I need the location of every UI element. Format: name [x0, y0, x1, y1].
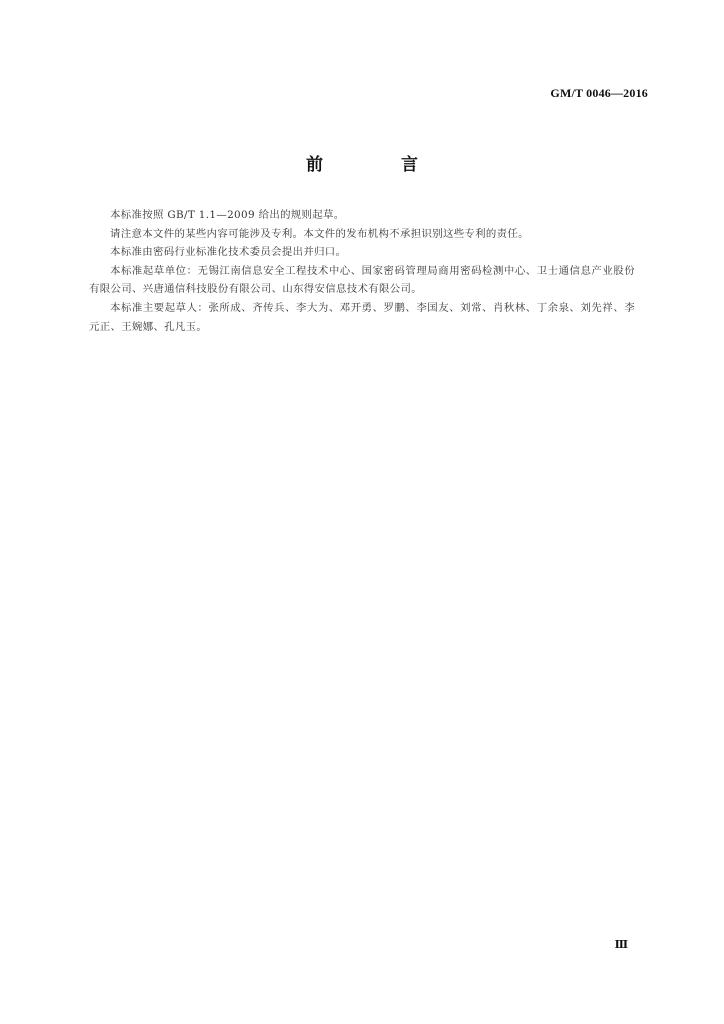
- foreword-body: [89, 206, 635, 336]
- page-title: 前 言: [306, 155, 454, 175]
- paragraph-drafting-units: 本标准起草单位：无锡江南信息安全工程技术中心、国家密码管理局商用密码检测中心、卫士通信息产业股份有限公司、兴唐通信科技股份有限公司、山东得安信息技术有限公司。: [89, 264, 635, 296]
- standard-code: GM/T 0046—2016: [550, 86, 648, 100]
- paragraph-drafting-rules: 本标准按照 GB/T 1.1—2009 给出的规则起草。: [110, 209, 345, 221]
- paragraph-drafters: 本标准主要起草人：张所成、齐传兵、李大为、邓开勇、罗鹏、李国友、刘常、肖秋林、丁余泉、刘先祥、李元正、王婉娜、孔凡玉。: [89, 301, 635, 333]
- paragraph-proposer: 本标准由密码行业标准化技术委员会提出并归口。: [110, 246, 347, 259]
- page-number: Ⅲ: [614, 939, 628, 951]
- paragraph-patent-notice: 请注意本文件的某些内容可能涉及专利。本文件的发布机构不承担识别这些专利的责任。: [110, 227, 529, 240]
